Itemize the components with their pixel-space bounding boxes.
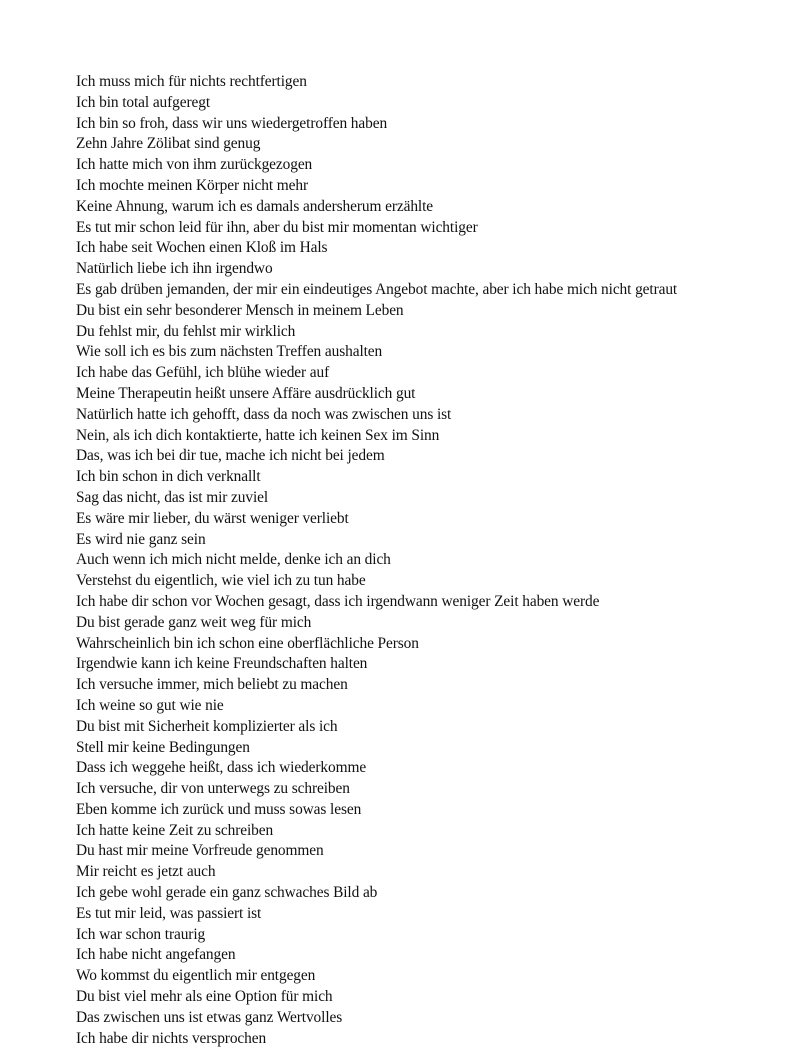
text-line: Natürlich hatte ich gehofft, dass da noch was zwischen uns ist [76, 405, 452, 423]
text-line: Wahrscheinlich bin ich schon eine oberflächliche Person [76, 634, 419, 652]
text-line: Es gab drüben jemanden, der mir ein eindeutiges Angebot machte, aber ich habe mich nicht getraut [76, 280, 678, 298]
text-line: Ich versuche immer, mich beliebt zu machen [76, 676, 348, 694]
text-line: Ich habe dir nichts versprochen [76, 1029, 267, 1047]
text-line: Ich hatte mich von ihm zurückgezogen [76, 156, 313, 174]
text-line: Ich bin so froh, dass wir uns wiedergetroffen haben [76, 114, 388, 132]
text-line: Du bist gerade ganz weit weg für mich [76, 613, 312, 631]
text-line: Ich bin total aufgeregt [76, 93, 211, 111]
text-line: Das, was ich bei dir tue, mache ich nicht bei jedem [76, 447, 385, 465]
text-line: Es tut mir schon leid für ihn, aber du bist mir momentan wichtiger [76, 218, 478, 236]
text-line: Ich versuche, dir von unterwegs zu schreiben [76, 780, 350, 798]
text-line: Ich habe seit Wochen einen Kloß im Hals [76, 239, 328, 257]
text-line: Ich weine so gut wie nie [76, 696, 224, 714]
text-line: Stell mir keine Bedingungen [76, 738, 250, 756]
text-line: Ich hatte keine Zeit zu schreiben [76, 821, 274, 839]
text-line: Ich war schon traurig [76, 925, 206, 943]
text-line: Du bist ein sehr besonderer Mensch in meinem Leben [76, 301, 404, 319]
text-line: Ich habe nicht angefangen [76, 946, 236, 964]
text-line: Wo kommst du eigentlich mir entgegen [76, 967, 316, 985]
text-line: Es wird nie ganz sein [76, 530, 206, 548]
text-line: Du bist mit Sicherheit komplizierter als ich [76, 717, 338, 735]
text-line: Ich habe das Gefühl, ich blühe wieder auf [76, 364, 330, 382]
text-line: Dass ich weggehe heißt, dass ich wiederkomme [76, 759, 367, 777]
text-line: Natürlich liebe ich ihn irgendwo [76, 260, 273, 278]
text-line: Es wäre mir lieber, du wärst weniger verliebt [76, 509, 349, 527]
text-line: Nein, als ich dich kontaktierte, hatte ich keinen Sex im Sinn [76, 426, 440, 444]
text-line: Irgendwie kann ich keine Freundschaften halten [76, 655, 368, 673]
text-line: Ich habe dir schon vor Wochen gesagt, dass ich irgendwann weniger Zeit haben werde [76, 592, 600, 610]
text-line: Ich gebe wohl gerade ein ganz schwaches Bild ab [76, 884, 378, 902]
text-line: Es tut mir leid, was passiert ist [76, 904, 262, 922]
poem-text-block [76, 72, 776, 1049]
text-line: Meine Therapeutin heißt unsere Affäre ausdrücklich gut [76, 384, 416, 402]
text-line: Keine Ahnung, warum ich es damals andersherum erzählte [76, 197, 434, 215]
text-line: Das zwischen uns ist etwas ganz Wertvolles [76, 1008, 343, 1026]
text-line: Eben komme ich zurück und muss sowas lesen [76, 800, 362, 818]
text-line: Auch wenn ich mich nicht melde, denke ich an dich [76, 551, 391, 569]
text-line: Ich bin schon in dich verknallt [76, 468, 261, 486]
text-line: Zehn Jahre Zölibat sind genug [76, 135, 261, 153]
text-line: Du bist viel mehr als eine Option für mich [76, 988, 333, 1006]
text-line: Ich muss mich für nichts rechtfertigen [76, 73, 307, 90]
text-line: Ich mochte meinen Körper nicht mehr [76, 176, 308, 194]
text-line: Du fehlst mir, du fehlst mir wirklich [76, 322, 296, 340]
text-line: Wie soll ich es bis zum nächsten Treffen aushalten [76, 343, 383, 361]
text-line: Du hast mir meine Vorfreude genommen [76, 842, 324, 860]
text-line: Sag das nicht, das ist mir zuviel [76, 488, 269, 506]
text-line: Mir reicht es jetzt auch [76, 863, 216, 881]
text-line: Verstehst du eigentlich, wie viel ich zu tun habe [76, 572, 366, 590]
